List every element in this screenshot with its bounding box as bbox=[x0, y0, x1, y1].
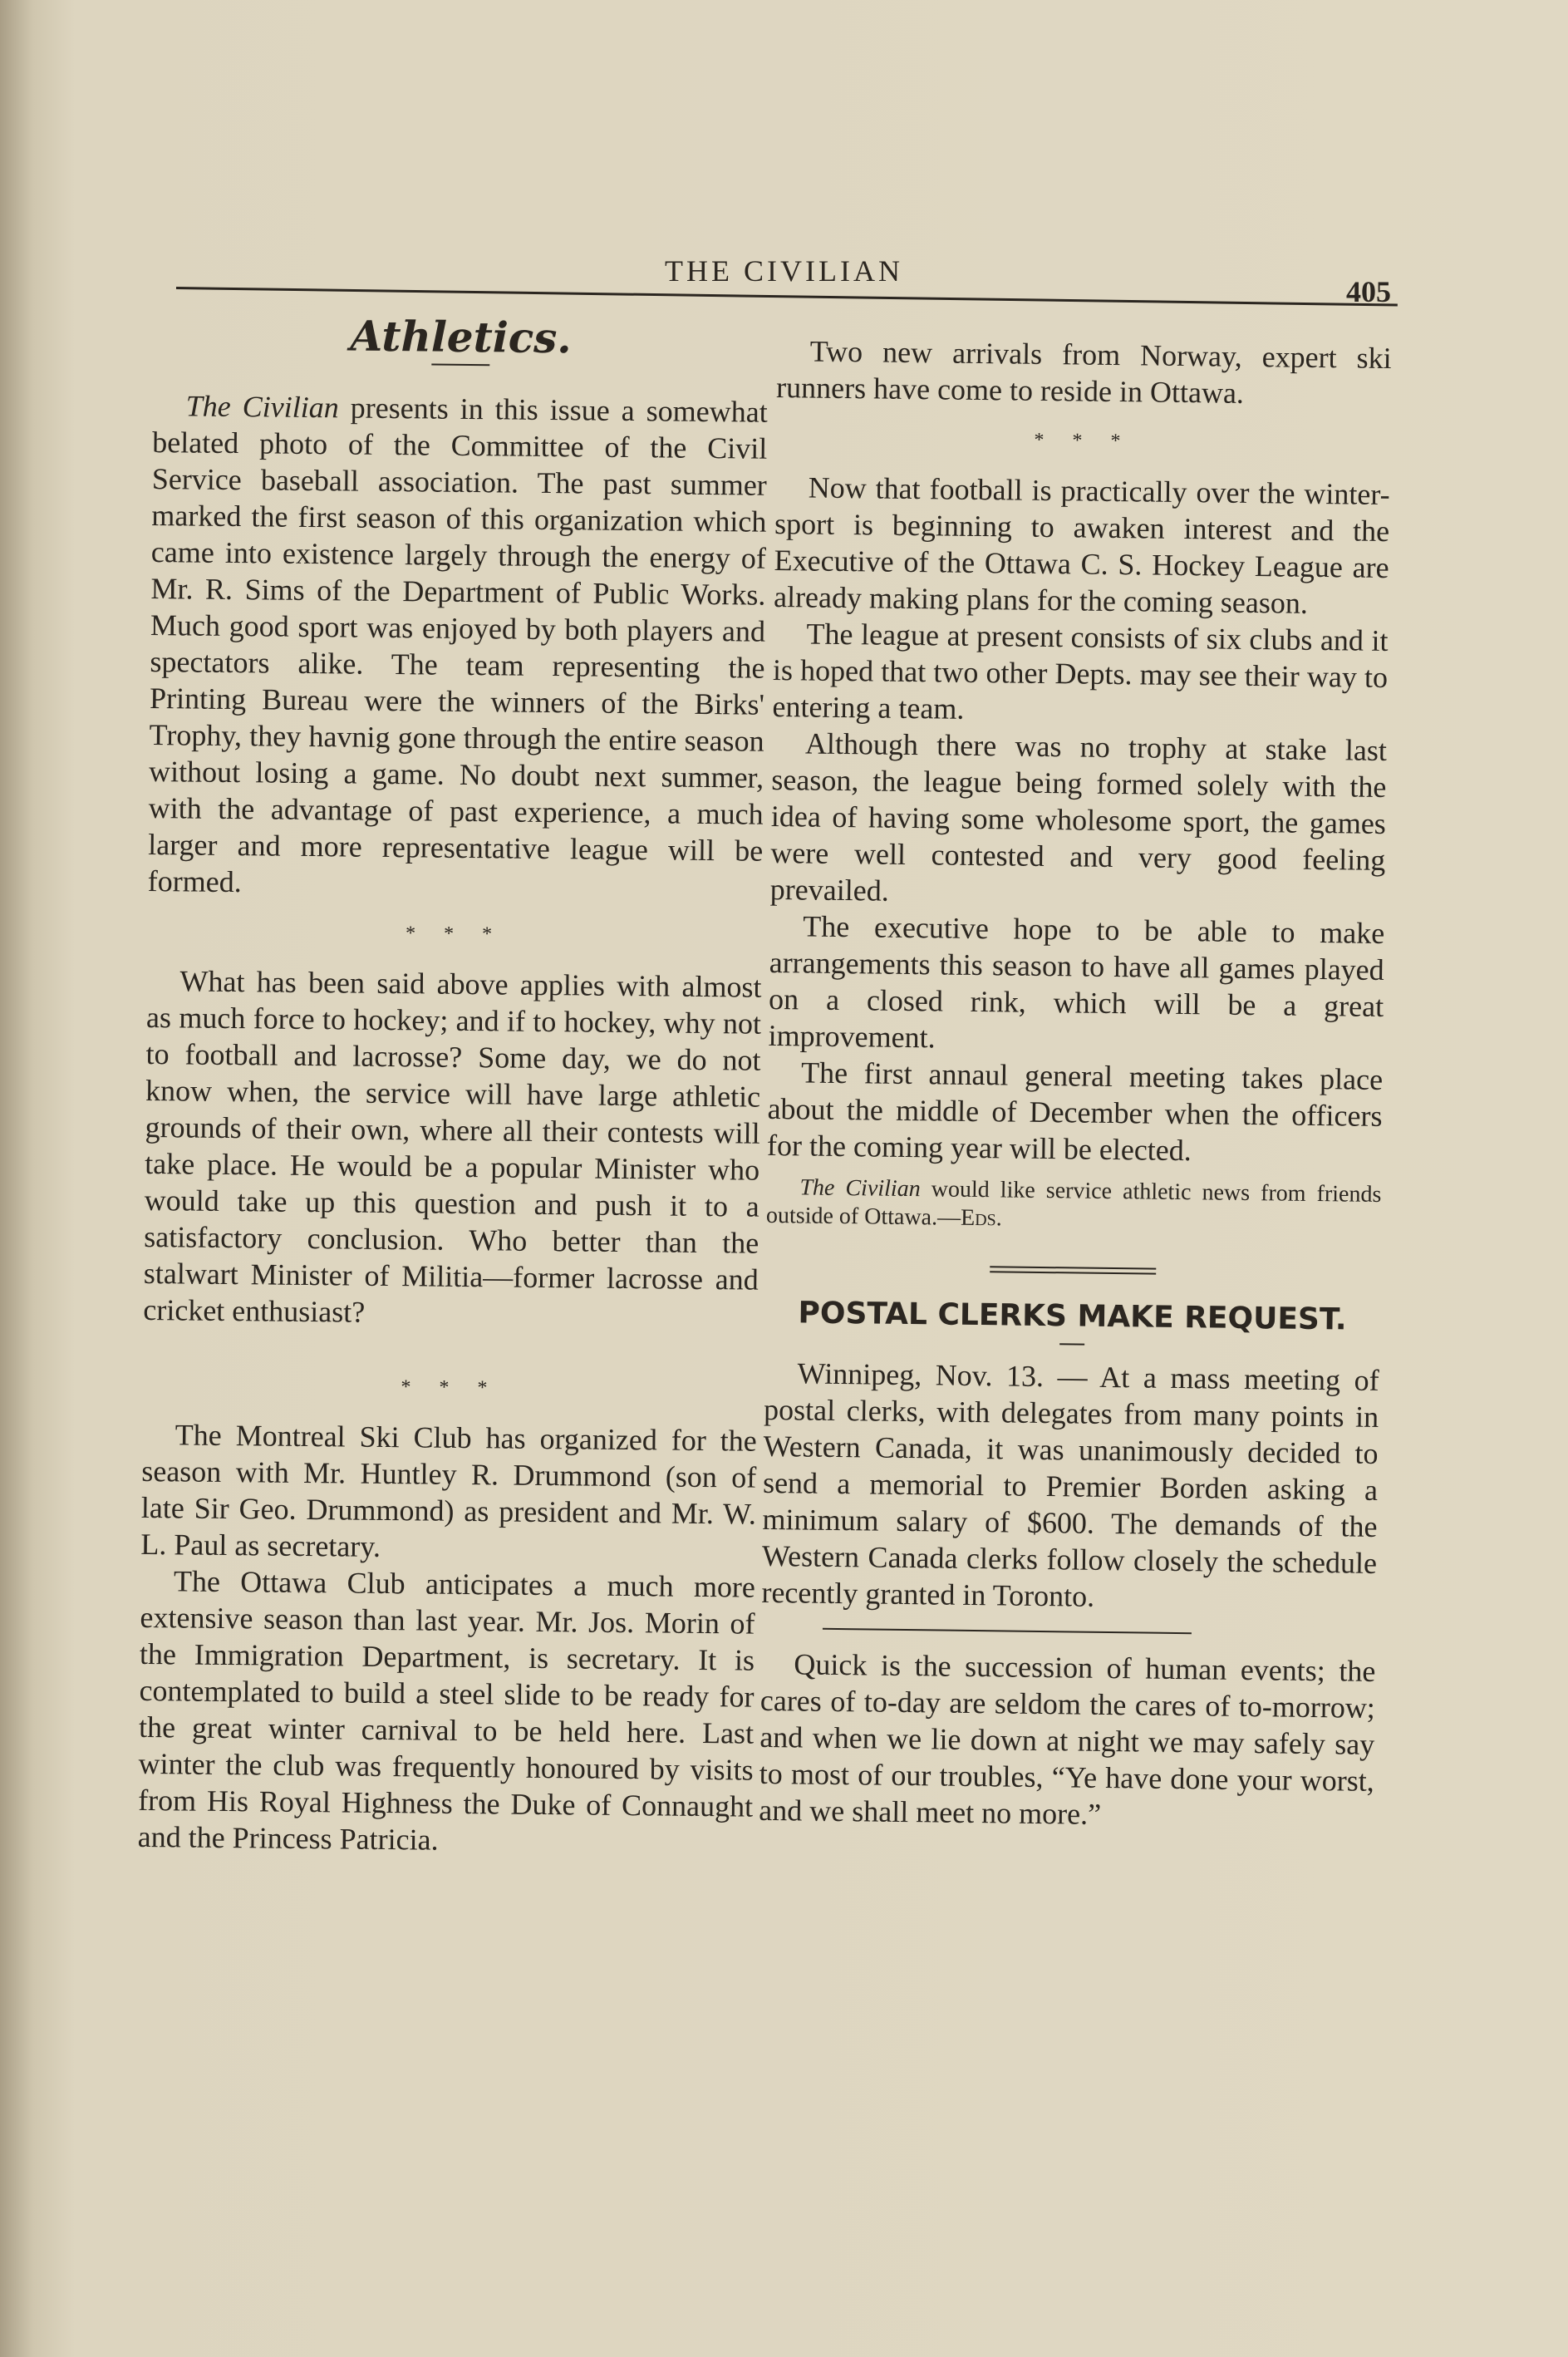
paragraph: The league at present consists of six clubs and it is hoped that two other Depts. may see their way to entering a team. bbox=[772, 617, 1389, 726]
publication-name: The Civilian bbox=[799, 1174, 921, 1203]
asterism: * * * bbox=[405, 923, 504, 946]
paragraph-text: presents in this issue a somewhat belated photo of the Committee of the Civil Service baseball association. The past summer marked the first season of this organization which came into existence largely through the energy of Mr. R. Sims of the Department of Public Works. Much good sport was enjoyed by both players and spectators alike. The team representing the Printing Bureau were the winners of the Birks' Trophy, they havnig gone through the entire season without losing a game. No doubt next summer, with the advantage of past experience, a much larger and more representative league will be formed. bbox=[147, 391, 768, 899]
divider bbox=[823, 1628, 1192, 1634]
publication-name: The Civilian bbox=[185, 389, 339, 425]
paragraph: The Ottawa Club anticipates a much more extensive season than last year. Mr. Jos. Morin of the Immigration Department, is secretary. It is contemplated to build a steel slide to be ready for the great winter carnival to be held here. Last winter the club was frequently honoured by visits from His Royal Highness the Duke of Connaught and the Princess Patricia. bbox=[137, 1564, 756, 1857]
left-column bbox=[138, 308, 769, 1862]
note-signature: Eds. bbox=[960, 1204, 1002, 1232]
section-title: Athletics. bbox=[350, 311, 573, 363]
editor-note bbox=[766, 1174, 1382, 1238]
paragraph: Although there was no trophy at stake last season, the league being formed solely with the idea of having some wholesome sport, the games were well contested and very good feeling prevailed. bbox=[769, 726, 1388, 908]
article-headline: POSTAL CLERKS MAKE REQUEST. bbox=[798, 1296, 1347, 1337]
paragraph: What has been said above applies with almost as much force to hockey; and if to hockey, why not to football and lacrosse? Some day, we do not know when, the service will have large athletic grounds of their own, where all their contests will take place. He would be a popular Minister who would take up this question and push it to a satisfactory conclusion. Who better than the stalwart Minister of Militia—former lacrosse and cricket enthusiast? bbox=[143, 964, 762, 1329]
asterism: * * * bbox=[1034, 429, 1133, 453]
right-column bbox=[759, 332, 1392, 1836]
title-rule bbox=[431, 364, 489, 367]
running-header: THE CIVILIAN bbox=[665, 254, 903, 288]
note-text: would like service athletic news from friends outside of Ottawa.— bbox=[765, 1176, 1382, 1231]
paragraph bbox=[148, 387, 768, 906]
paragraph: Quick is the succession of human events; the cares of to-day are seldom the cares of to-morrow; and when we lie down at night we may safely say to most of our troubles, “Ye have done your worst, and we shall meet no more.” bbox=[759, 1647, 1376, 1831]
page-number: 405 bbox=[1346, 275, 1391, 308]
section-divider bbox=[990, 1266, 1156, 1274]
paragraph: The executive hope to be able to make arrangements this season to have all games played on a closed rink, which will be a great improvement. bbox=[768, 909, 1385, 1055]
paragraph: Two new arrivals from Norway, expert ski runners have come to reside in Ottawa. bbox=[775, 334, 1392, 410]
asterism: * * * bbox=[401, 1376, 499, 1400]
paragraph: The first annaul general meeting takes place about the middle of December when the officers for the coming year will be elected. bbox=[766, 1055, 1384, 1168]
paragraph: Winnipeg, Nov. 13. — At a mass meeting of postal clerks, with delegates from many points in Western Canada, it was unanimously decided to send a memorial to Premier Borden asking a minimum salary of $600. The demands of the Western Canada clerks follow closely the schedule recently granted in Toronto. bbox=[761, 1356, 1379, 1613]
paragraph: The Montreal Ski Club has organized for the season with Mr. Huntley R. Drummond (son of late Sir Geo. Drummond) as president and Mr. W. L. Paul as secretary. bbox=[140, 1418, 757, 1563]
headline-rule bbox=[1059, 1343, 1084, 1345]
paragraph: Now that football is practically over the winter-sport is beginning to awaken interest and the Executive of the Ottawa C. S. Hockey League are already making plans for the coming season. bbox=[773, 470, 1390, 620]
header-rule bbox=[176, 287, 1398, 307]
spacer bbox=[143, 1328, 758, 1360]
